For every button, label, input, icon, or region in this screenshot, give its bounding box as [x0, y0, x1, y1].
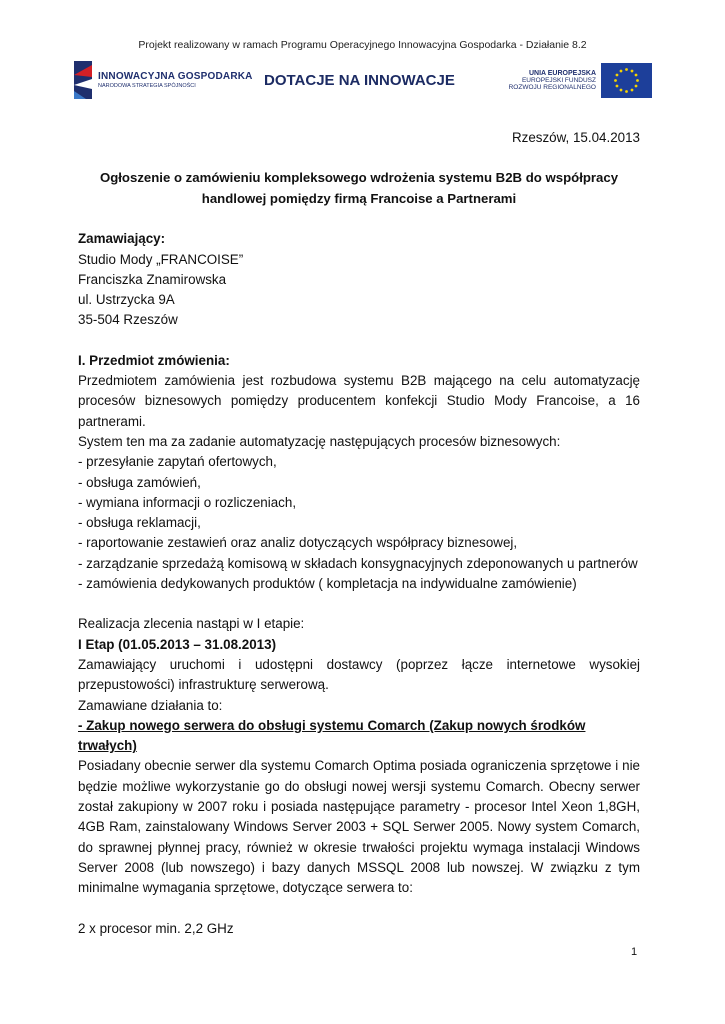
- eu-star: [625, 90, 628, 93]
- ordered-label: Zamawiane działania to:: [78, 697, 223, 713]
- page-number: 1: [631, 946, 638, 958]
- realization-intro: Realizacja zlecenia nastąpi w I etapie:: [78, 616, 305, 632]
- eu-star: [631, 89, 634, 92]
- list-item: - przesyłanie zapytań ofertowych,: [78, 454, 277, 470]
- list-item: - obsługa reklamacji,: [78, 515, 201, 531]
- dotacje-title: DOTACJE NA INNOWACJE: [264, 72, 455, 89]
- eu-star: [616, 74, 619, 77]
- requirement-line: 2 x procesor min. 2,2 GHz: [78, 920, 234, 936]
- list-item: - obsługa zamówień,: [78, 474, 201, 490]
- eu-star: [636, 79, 639, 82]
- document-date: Rzeszów, 15.04.2013: [511, 130, 640, 145]
- eu-star: [620, 89, 623, 92]
- buyer-line: Franciszka Znamirowska: [78, 271, 227, 287]
- eu-star: [631, 70, 634, 73]
- buyer-section: [78, 229, 640, 330]
- eu-line-2: EUROPEJSKI FUNDUSZ: [521, 77, 596, 85]
- buyer-line: ul. Ustrzycka 9A: [78, 292, 175, 308]
- eu-line-1: UNIA EUROPEJSKA: [528, 69, 596, 77]
- realization-section: [78, 614, 640, 938]
- system-line: System ten ma za zadanie automatyzację następujących procesów biznesowych:: [78, 433, 561, 449]
- eu-line-3: ROZWOJU REGIONALNEGO: [508, 84, 596, 92]
- eu-star: [635, 85, 638, 88]
- eu-star: [620, 70, 623, 73]
- list-item: - zarządzanie sprzedażą komisową w składach konsygnacyjnych zdeponowanych u partnerów: [78, 555, 638, 571]
- server-heading: - Zakup nowego serwera do obsługi systemu Comarch (Zakup nowych środków trwałych): [78, 717, 586, 754]
- stage-heading: I Etap (01.05.2013 – 31.08.2013): [78, 636, 277, 652]
- server-text: Posiadany obecnie serwer dla systemu Comarch Optima posiada ograniczenia sprzętowe i nie będzie możliwe wykorzystanie go do obsługi nowej wersji systemu Comarch. Obecny serwer został zakupiony w 2007 roku i posiada następujące parametry - procesor Intel Xeon 1,8GH, 4GB Ram, zainstalowany Windows Server 2003 + SQL Serwer 2005. Nowy system Comarch, do sprawnej płynnej pracy, również w okresie trwałości projektu wymaga instalacji Windows Server 2008 (lub nowszego) i bazy danych MSSQL 2008 lub nowszej. W związku z tym minimalne wymagania sprzętowe, dotyczące serwera to:: [78, 758, 640, 896]
- ig-logo-title: INNOWACYJNA GOSPODARKA: [98, 71, 253, 82]
- buyer-line: 35-504 Rzeszów: [78, 312, 178, 328]
- eu-flag-icon: [601, 63, 652, 98]
- document-body: [78, 128, 640, 939]
- subject-heading: I. Przedmiot zmówienia:: [78, 352, 230, 368]
- eu-star: [616, 85, 619, 88]
- program-line: Projekt realizowany w ramach Programu Operacyjnego Innowacyjna Gospodarka - Działanie 8.2: [138, 39, 587, 51]
- list-item: - wymiana informacji o rozliczeniach,: [78, 494, 297, 510]
- innowacyjna-gospodarka-logo: [72, 60, 253, 100]
- buyer-heading: Zamawiający:: [78, 231, 166, 247]
- title-line-1: Ogłoszenie o zamówieniu kompleksowego wdrożenia systemu B2B do współpracy: [99, 170, 619, 186]
- subject-intro: Przedmiotem zamówienia jest rozbudowa systemu B2B mającego na celu automatyzację procesów biznesowych pomiędzy producentem konfekcji Studio Mody Francoise, a 16 partnerami.: [78, 373, 640, 429]
- list-item: - raportowanie zestawień oraz analiz dotyczących współpracy biznesowej,: [78, 535, 518, 551]
- eu-logo: [509, 63, 652, 98]
- ig-emblem-icon: [72, 61, 94, 99]
- stage-text: Zamawiający uruchomi i udostępni dostawcy (poprzez łącze internetowe wysokiej przepustowości) infrastrukturę serwerową.: [78, 656, 640, 693]
- title-line-2: handlowej pomiędzy firmą Francoise a Partnerami: [201, 190, 517, 206]
- eu-star: [635, 74, 638, 77]
- list-item: - zamówienia dedykowanych produktów ( kompletacja na indywidualne zamówienie): [78, 576, 577, 592]
- logo-bar: [72, 60, 652, 102]
- document-title: [78, 168, 640, 209]
- eu-star: [625, 68, 628, 71]
- eu-star: [614, 79, 617, 82]
- ig-logo-subtitle: NARODOWA STRATEGIA SPÓJNOŚCI: [98, 83, 196, 89]
- subject-section: [78, 351, 640, 595]
- buyer-line: Studio Mody „FRANCOISE”: [78, 251, 244, 267]
